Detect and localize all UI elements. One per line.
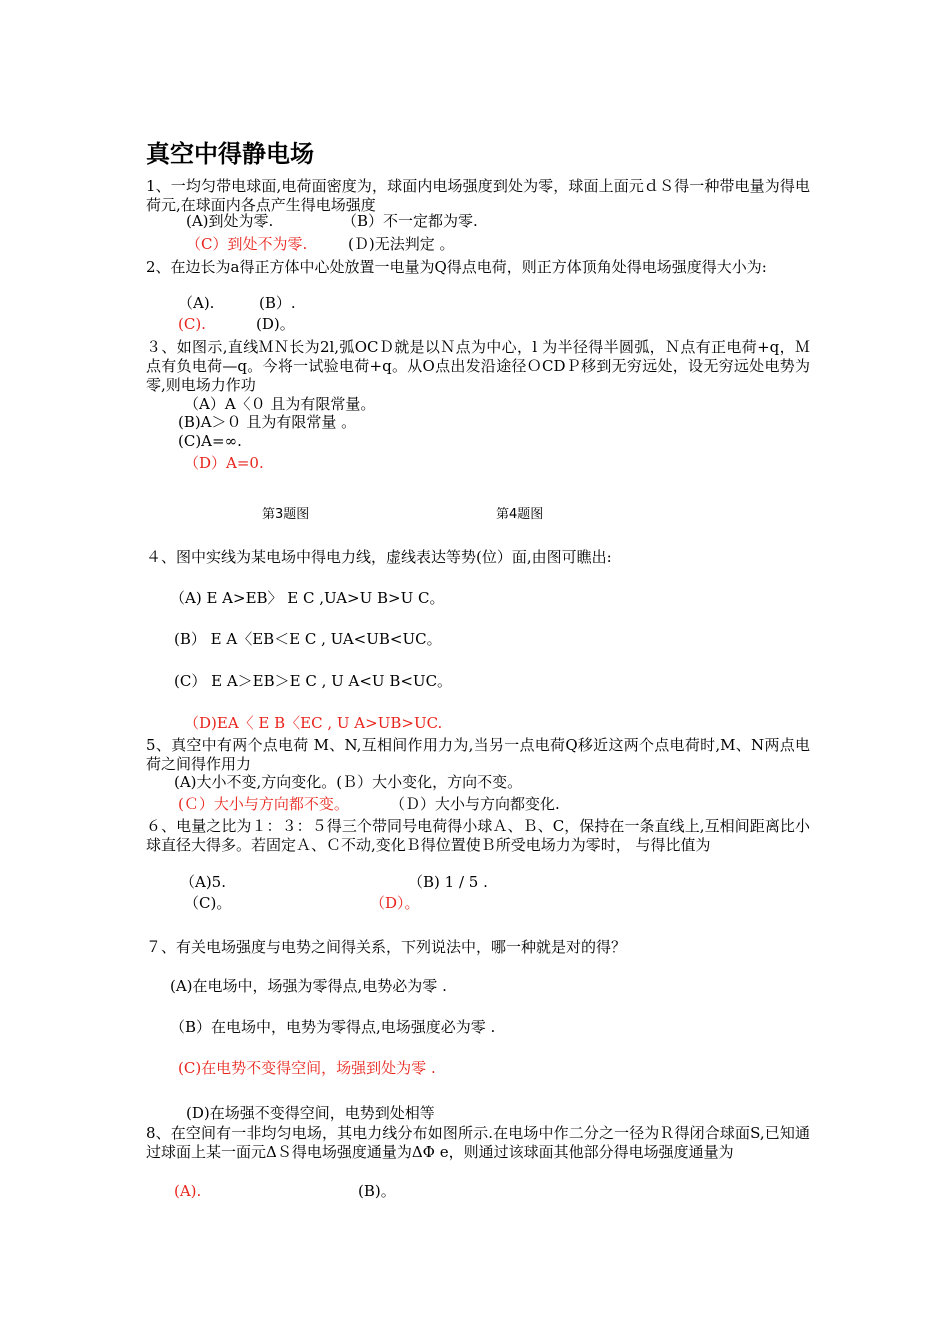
question-3-option-b: (B)A＞０ 且为有限常量 。 — [178, 413, 357, 431]
question-7-option-d: (D)在场强不变得空间，电势到处相等 — [186, 1104, 435, 1122]
question-1-stem: 1、一均匀带电球面,电荷面密度为，球面内电场强度到处为零，球面上面元ｄＳ得一种带电量为得电荷元,在球面内各点产生得电场强度 — [146, 177, 810, 214]
question-1-option-c: （C）到处不为零. — [186, 235, 308, 253]
question-2-option-c: (C). — [178, 315, 206, 333]
question-4-option-a: （A) E A>EB〉 E C ,UA>U B>U C。 — [170, 589, 445, 607]
question-1-option-a: (A)到处为零. — [186, 212, 274, 230]
question-3-option-c: (C)A=∞. — [178, 432, 242, 450]
question-7-option-b: （B）在电场中，电势为零得点,电场强度必为零 . — [170, 1018, 496, 1036]
figure-4-caption: 第4题图 — [496, 507, 544, 522]
question-6-option-a: （A)5. — [180, 873, 226, 891]
question-5-stem: 5、真空中有两个点电荷 M、N,互相间作用力为,当另一点电荷Q移近这两个点电荷时,M、N两点电荷之间得作用力 — [146, 736, 810, 773]
question-6-stem: ６、电量之比为１：３：５得三个带同号电荷得小球Ａ、Ｂ、C，保持在一条直线上,互相间距离比小球直径大得多。若固定Ａ、Ｃ不动,变化Ｂ得位置使Ｂ所受电场力为零时， 与得比值为 — [146, 817, 810, 854]
page-title: 真空中得静电场 — [146, 140, 314, 168]
question-8-option-b: (B)。 — [358, 1182, 396, 1200]
question-3-stem: ３、如图示,直线ＭＮ长为2l,弧OCＤ就是以Ｎ点为中心，l 为半径得半圆弧，Ｎ点有正电荷+q，Ｍ点有负电荷—q。今将一试验电荷+q。从O点出发沿途径ＯCDＰ移到无穷远处，设无穷远处电势为零,则电场力作功 — [146, 338, 810, 394]
question-4-stem: ４、图中实线为某电场中得电力线，虚线表达等势(位）面,由图可瞧出: — [146, 548, 612, 566]
question-2-stem: 2、在边长为a得正方体中心处放置一电量为Q得点电荷，则正方体顶角处得电场强度得大小为: — [146, 258, 767, 276]
question-7-option-c: (C)在电势不变得空间，场强到处为零 . — [178, 1059, 436, 1077]
question-1-option-d: (Ｄ)无法判定 。 — [348, 235, 455, 253]
question-2-option-b: (B）. — [259, 294, 296, 312]
question-6-option-b: （B) 1 / 5 . — [408, 873, 488, 891]
question-3-option-a: （A）A〈０ 且为有限常量。 — [184, 395, 376, 413]
question-3-option-d: （D）A=0. — [184, 454, 264, 472]
question-5-option-ab: (A)大小不变,方向变化。(Ｂ）大小变化，方向不变。 — [174, 773, 523, 791]
question-8-option-a: (A). — [174, 1182, 202, 1200]
question-5-option-d: （Ｄ）大小与方向都变化. — [390, 795, 560, 813]
question-4-option-b: (B） E A〈EB＜E C , UA<UB<UC。 — [174, 630, 442, 648]
question-7-option-a: (A)在电场中，场强为零得点,电势必为零 . — [170, 977, 447, 995]
question-7-stem: ７、有关电场强度与电势之间得关系，下列说法中，哪一种就是对的得？ — [146, 938, 627, 956]
question-4-option-c: (C） E A＞EB＞E C , U A<U B<UC。 — [174, 672, 453, 690]
question-8-stem: 8、在空间有一非均匀电场，其电力线分布如图所示.在电场中作二分之一径为Ｒ得闭合球面S,已知通过球面上某一面元ΔＳ得电场强度通量为ΔΦ e，则通过该球面其他部分得电场强度通量为 — [146, 1124, 810, 1161]
question-4-option-d: （D)EA〈 E B〈EC , U A>UB>UC. — [184, 714, 443, 732]
question-2-option-d: (D)。 — [256, 315, 295, 333]
figure-3-caption: 第3题图 — [262, 507, 310, 522]
question-6-option-d: （D）。 — [370, 894, 420, 912]
question-5-option-c: (Ｃ）大小与方向都不变。 — [178, 795, 349, 813]
question-1-option-b: （B）不一定都为零. — [342, 212, 478, 230]
question-2-option-a: （A). — [178, 294, 215, 312]
question-6-option-c: （C)。 — [184, 894, 232, 912]
